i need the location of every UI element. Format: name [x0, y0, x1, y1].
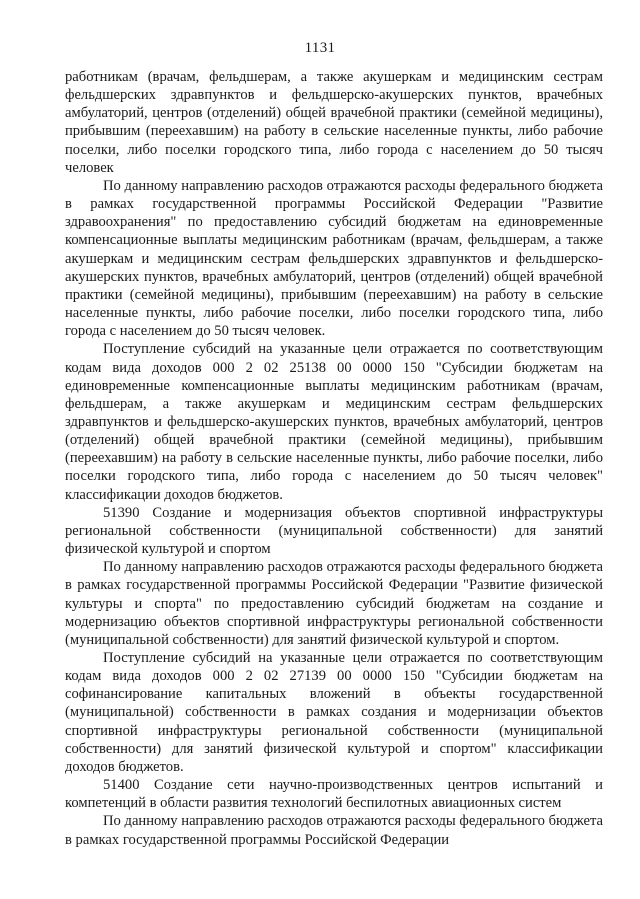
page-number: 1131 — [304, 40, 336, 56]
paragraph-income-25138: Поступление субсидий на указанные цели отражается по соответствующим кодам вида доходов 000 2 02 25138 00 0000 150 "Субсидии бюджетам на единовременные компенсационные выплаты медицинским работникам (врачам, фельдшерам, а также акушеркам и медицинским сестрам фельдшерских здравпунктов и фельдшерско-акушерских пунктов, врачебных амбулаторий, центров (отделений) общей врачебной практики (семейной медицины), прибывшим (переехавшим) на работу в сельские населенные пункты, либо рабочие поселки, либо поселки городского типа, либо города с населением до 50 тысяч человек" классификации доходов бюджетов. — [65, 341, 603, 503]
section-heading-51390: 51390 Создание и модернизация объектов спортивной инфраструктуры региональной собственности (муниципальной собственности) для занятий физической культурой и спортом — [65, 504, 603, 558]
section-heading-51400: 51400 Создание сети научно-производственных центров испытаний и компетенций в области развития технологий беспилотных авиационных систем — [65, 777, 603, 812]
paragraph-expenditure-sport: По данному направлению расходов отражаются расходы федерального бюджета в рамках государственной программы Российской Федерации "Развитие физической культуры и спорта" по предоставлению субсидий бюджетам на создание и модернизацию объектов спортивной инфраструктуры региональной собственности (муниципальной собственности) для занятий физической культурой и спортом. — [65, 559, 603, 648]
paragraph-income-27139: Поступление субсидий на указанные цели отражается по соответствующим кодам вида доходов 000 2 02 27139 00 0000 150 "Субсидии бюджетам на софинансирование капитальных вложений в объекты государственной (муниципальной) собственности в рамках создания и модернизации объектов спортивной инфраструктуры региональной собственности (муниципальной собственности) для занятий физической культурой и спортом" классификации доходов бюджетов. — [65, 650, 603, 775]
paragraph-continuation: работникам (врачам, фельдшерам, а также акушеркам и медицинским сестрам фельдшерских здравпунктов и фельдшерско-акушерских пунктов, врачебных амбулаторий, центров (отделений) общей врачебной практики (семейной медицины), прибывшим (переехавшим) на работу в сельские населенные пункты, либо рабочие поселки, либо поселки городского типа, либо города с населением до 50 тысяч человек — [65, 69, 603, 176]
paragraph-expenditure-healthcare: По данному направлению расходов отражаются расходы федерального бюджета в рамках государственной программы Российской Федерации "Развитие здравоохранения" по предоставлению субсидий бюджетам на единовременные компенсационные выплаты медицинским работникам (врачам, фельдшерам, а также акушеркам и медицинским сестрам фельдшерских здравпунктов и фельдшерско-акушерских пунктов, врачебных амбулаторий, центров (отделений) общей врачебной практики (семейной медицины), прибывшим (переехавшим) на работу в сельские населенные пункты, либо рабочие поселки, либо поселки городского типа, либо города с населением до 50 тысяч человек. — [65, 177, 603, 340]
document-body — [65, 68, 603, 849]
paragraph-expenditure-uav: По данному направлению расходов отражаются расходы федерального бюджета в рамках государственной программы Российской Федерации — [65, 813, 603, 848]
